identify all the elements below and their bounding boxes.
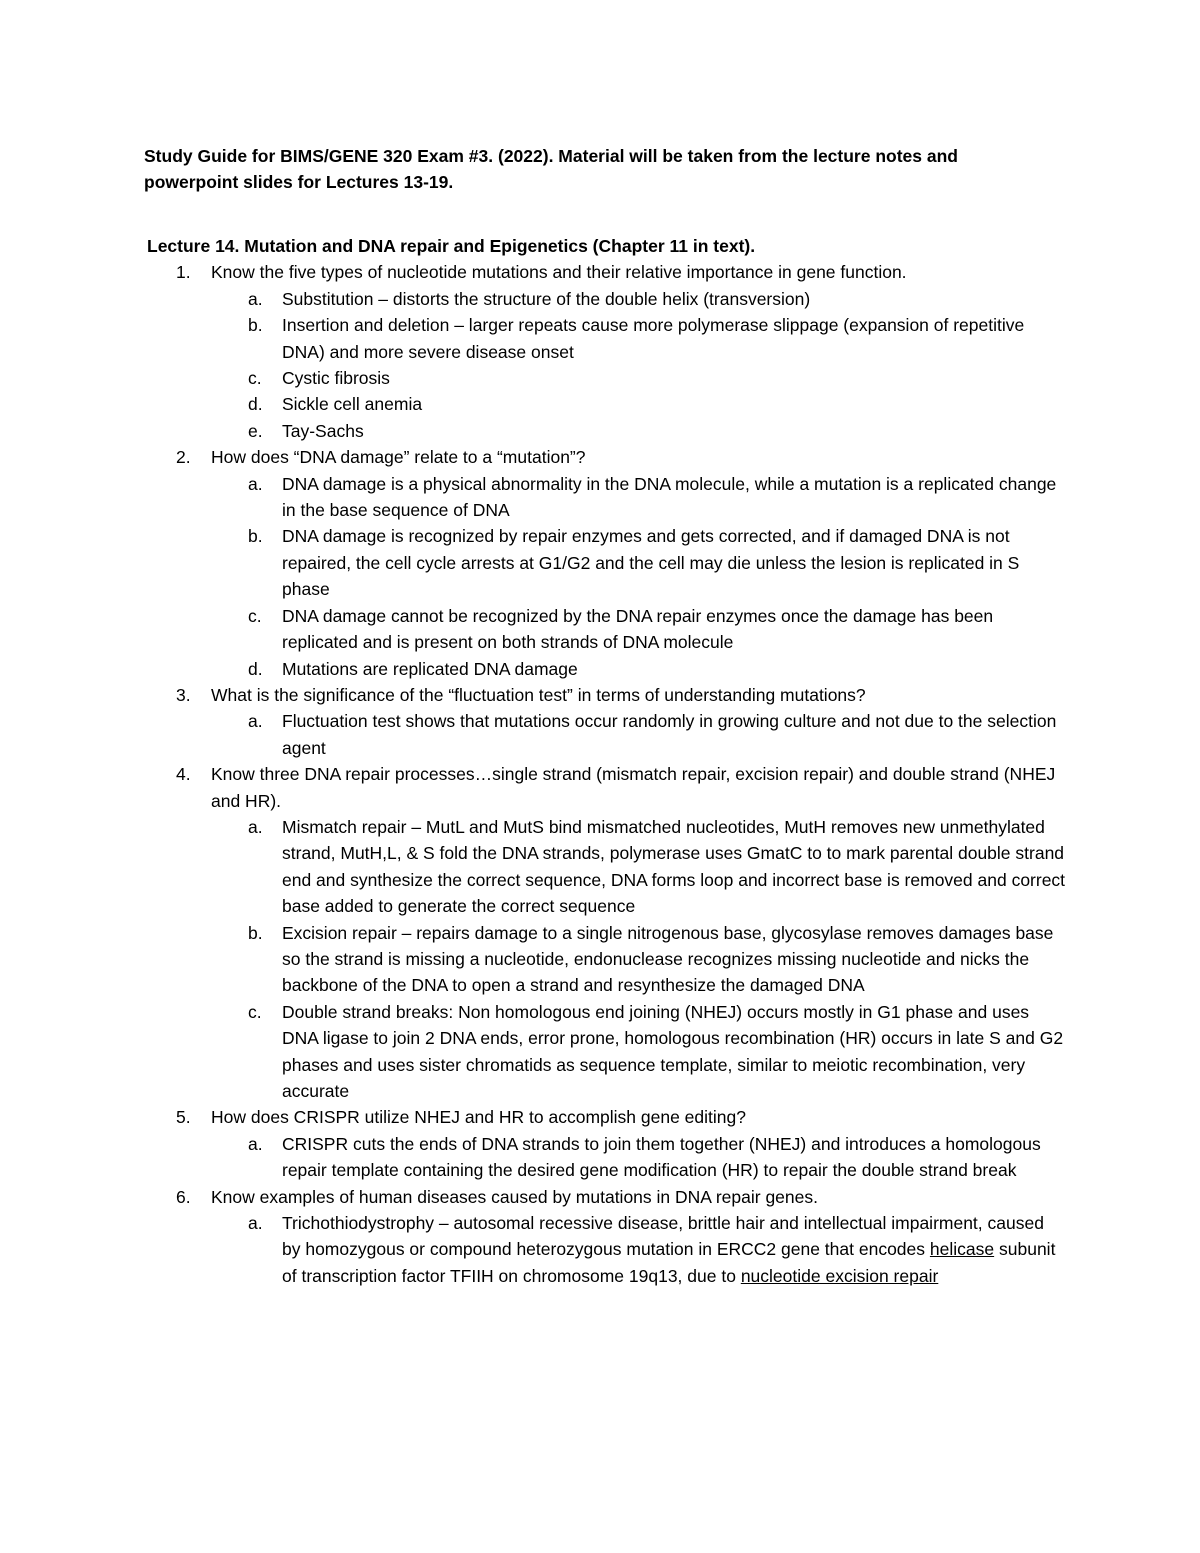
answer-label: a.: [248, 288, 263, 309]
underlined-term-ner: nucleotide excision repair: [740, 1265, 939, 1286]
answer-text: Excision repair – repairs damage to a single nitrogenous base, glycosylase removes damages base so the strand is missing a nucleotide, endonuclease recognizes missing nucleotide and nicks the backbone of the DNA to open a strand and resynthesize the damaged DNA: [282, 922, 1054, 996]
answer-item: [210, 418, 1067, 444]
question-number: 6.: [176, 1186, 191, 1207]
answer-text: Mutations are replicated DNA damage: [282, 658, 578, 679]
question-list: [147, 259, 1067, 1289]
answer-list: [211, 471, 1067, 682]
answer-text: DNA damage is a physical abnormality in the DNA molecule, while a mutation is a replicated change in the base sequence of DNA: [282, 473, 1057, 521]
answer-item: [210, 999, 1067, 1105]
answer-item: [210, 286, 1067, 312]
question-text: Know three DNA repair processes…single strand (mismatch repair, excision repair) and double strand (NHEJ and HR).: [211, 764, 1056, 811]
answer-text: CRISPR cuts the ends of DNA strands to join them together (NHEJ) and introduces a homologous repair template containing the desired gene modification (HR) to repair the double strand break: [282, 1133, 1041, 1181]
answer-text: Mismatch repair – MutL and MutS bind mismatched nucleotides, MutH removes new unmethylated strand, MutH,L, & S fold the DNA strands, polymerase uses GmatC to to mark parental double strand end and synthesize the correct sequence, DNA forms loop and incorrect base is removed and correct base added to generate the correct sequence: [282, 816, 1066, 917]
answer-label: a.: [248, 816, 263, 837]
answer-label: a.: [248, 711, 263, 732]
title-line-2: powerpoint slides for Lectures 13-19.: [144, 172, 454, 193]
answer-list: [211, 1210, 1067, 1289]
answer-item: [210, 471, 1067, 524]
answer-item: [210, 391, 1067, 417]
answer-label: d.: [248, 658, 263, 679]
answer-item: [210, 1131, 1067, 1184]
question-number: 2.: [176, 447, 191, 468]
answer-text-part: subunit of transcription factor TFIIH on chromosome 19q13, due to: [282, 1239, 1056, 1286]
answer-label: c.: [248, 368, 262, 389]
answer-list: [211, 1131, 1067, 1184]
question-item: [147, 682, 1067, 761]
answer-label: a.: [248, 1133, 263, 1154]
lecture-heading: Lecture 14. Mutation and DNA repair and Epigenetics (Chapter 11 in text).: [147, 236, 756, 256]
question-number: 5.: [176, 1107, 191, 1128]
answer-text: DNA damage is recognized by repair enzymes and gets corrected, and if damaged DNA is not repaired, the cell cycle arrests at G1/G2 and the cell may die unless the lesion is replicated in S phase: [282, 526, 1020, 600]
answer-label: d.: [248, 394, 263, 415]
question-text: How does CRISPR utilize NHEJ and HR to accomplish gene editing?: [211, 1107, 746, 1128]
question-text: How does “DNA damage” relate to a “mutation”?: [211, 447, 586, 468]
underlined-term-helicase: helicase: [929, 1239, 995, 1260]
question-number: 1.: [176, 262, 191, 283]
question-text: Know the five types of nucleotide mutations and their relative importance in gene function.: [211, 262, 907, 283]
study-guide-title: [144, 143, 1074, 196]
answer-text: Fluctuation test shows that mutations occur randomly in growing culture and not due to the selection agent: [282, 711, 1057, 758]
answer-label: c.: [248, 1001, 262, 1022]
lecture-section: [147, 233, 1067, 1289]
answer-label: a.: [248, 473, 263, 494]
answer-item: [210, 708, 1067, 761]
answer-label: e.: [248, 420, 263, 441]
answer-list: [211, 286, 1067, 444]
title-line-1: Study Guide for BIMS/GENE 320 Exam #3. (2022). Material will be taken from the lecture notes and: [144, 146, 958, 166]
question-item: [147, 259, 1067, 444]
answer-label: a.: [248, 1213, 263, 1234]
answer-label: b.: [248, 922, 263, 943]
answer-item: [210, 523, 1067, 602]
answer-text: Sickle cell anemia: [282, 394, 423, 415]
answer-text: [282, 1213, 1055, 1286]
answer-label: b.: [248, 526, 263, 547]
answer-text: DNA damage cannot be recognized by the DNA repair enzymes once the damage has been replicated and is present on both strands of DNA molecule: [282, 605, 994, 653]
question-item: [147, 1104, 1067, 1183]
answer-text: Tay-Sachs: [282, 420, 364, 441]
answer-text: Substitution – distorts the structure of the double helix (transversion): [282, 288, 811, 309]
answer-item: [210, 814, 1067, 920]
answer-item: [210, 312, 1067, 365]
answer-item: [210, 365, 1067, 391]
question-item: [147, 1184, 1067, 1290]
question-text: What is the significance of the “fluctuation test” in terms of understanding mutations?: [211, 684, 866, 705]
answer-list: [211, 814, 1067, 1104]
answer-label: c.: [248, 605, 262, 626]
answer-text: Double strand breaks: Non homologous end joining (NHEJ) occurs mostly in G1 phase and uses DNA ligase to join 2 DNA ends, error prone, homologous recombination (HR) occurs in late S and G2 phases and uses sister chromatids as sequence template, similar to meiotic recombination, very accurate: [282, 1001, 1064, 1101]
answer-item: [210, 1210, 1067, 1289]
question-item: [147, 761, 1067, 1104]
question-number: 3.: [176, 684, 191, 705]
answer-item: [210, 603, 1067, 656]
question-text: Know examples of human diseases caused by mutations in DNA repair genes.: [211, 1186, 818, 1207]
answer-label: b.: [248, 315, 263, 336]
answer-text: Insertion and deletion – larger repeats cause more polymerase slippage (expansion of repetitive DNA) and more severe disease onset: [282, 315, 1025, 362]
answer-text-part: Trichothiodystrophy – autosomal recessive disease, brittle hair and intellectual impairment, caused by homozygous or compound heterozygous mutation in ERCC2 gene that encodes: [282, 1213, 1044, 1260]
answer-item: [210, 656, 1067, 682]
question-number: 4.: [176, 764, 191, 785]
answer-text: Cystic fibrosis: [282, 368, 390, 389]
answer-list: [211, 708, 1067, 761]
answer-item: [210, 920, 1067, 999]
question-item: [147, 444, 1067, 682]
